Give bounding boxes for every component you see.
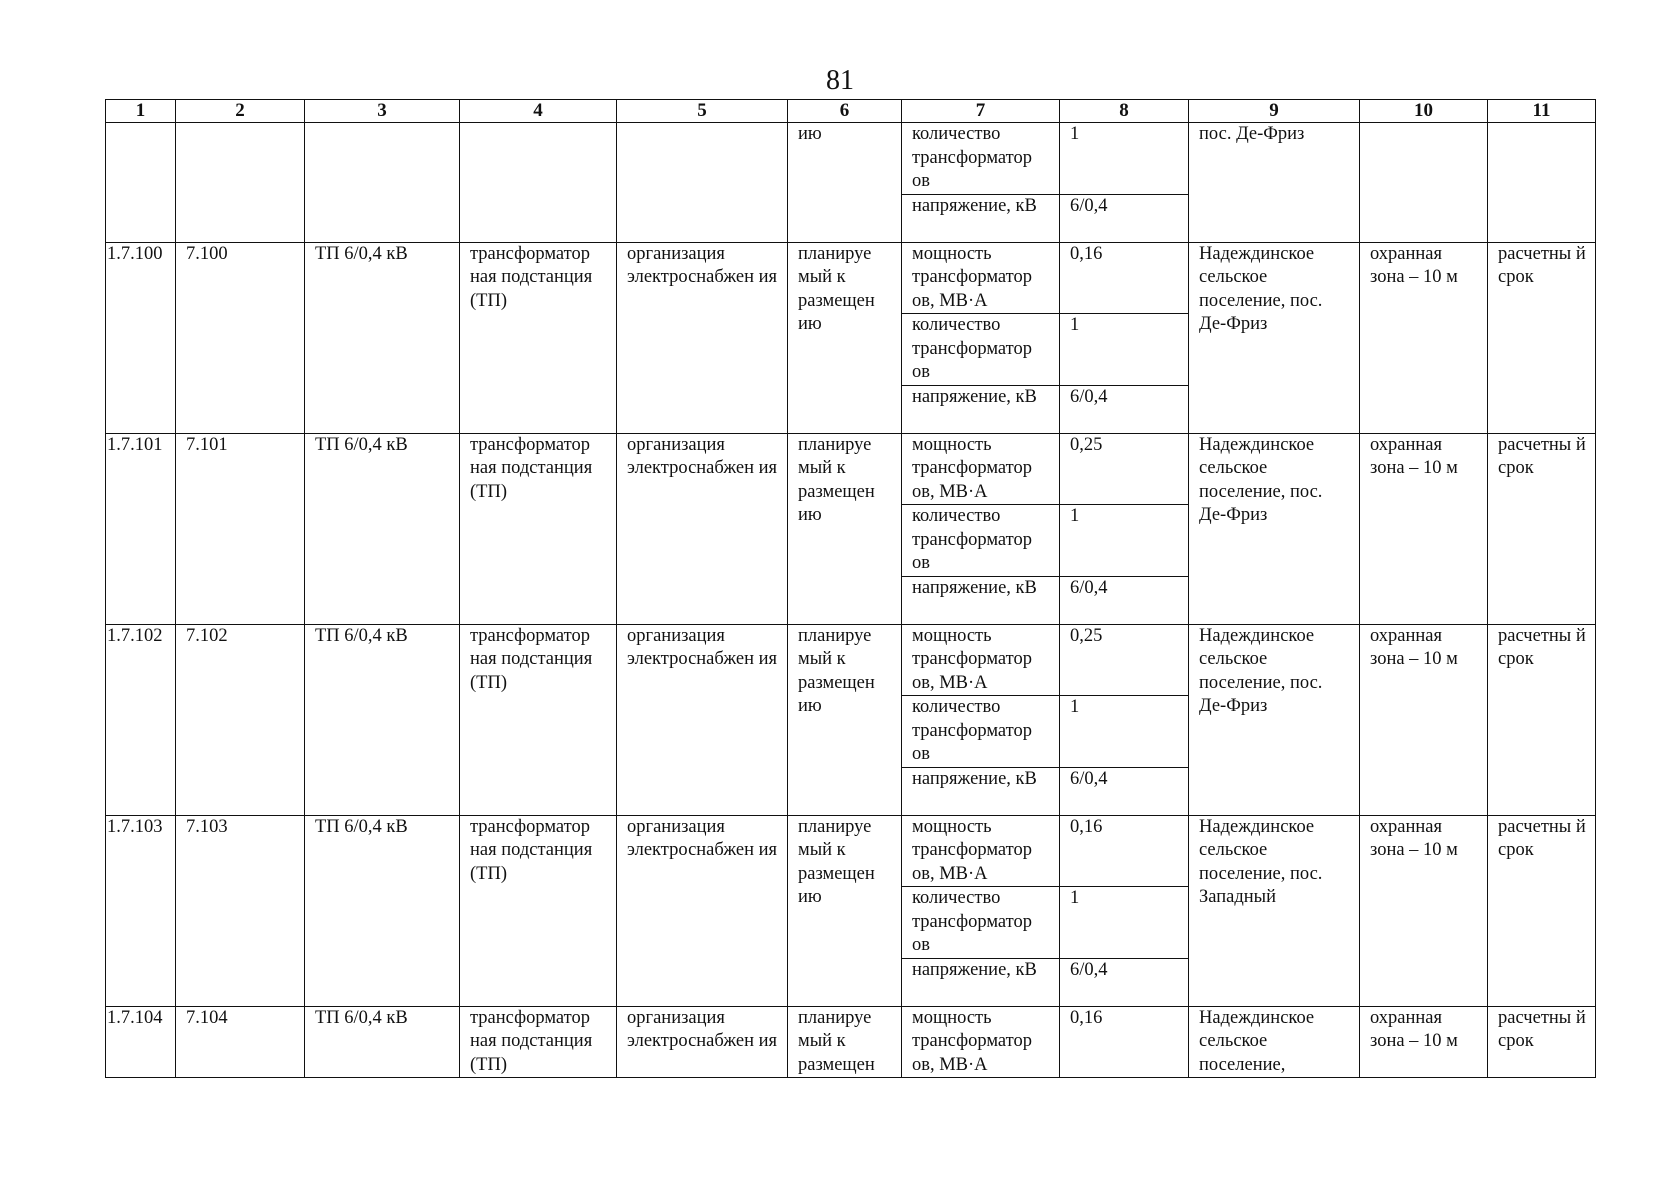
cell-zone: охранная зона – 10 м (1360, 815, 1488, 1006)
cell-num: 7.100 (176, 242, 305, 433)
cell-type: трансформатор ная подстанция (ТП) (460, 433, 617, 624)
cell-param-value: 0,16 (1060, 242, 1189, 314)
column-header: 8 (1060, 100, 1189, 123)
table-row (106, 815, 1596, 887)
cell-location: пос. Де-Фриз (1189, 123, 1360, 243)
table-row (106, 242, 1596, 314)
cell-id: 1.7.103 (106, 815, 176, 1006)
cell-type (460, 123, 617, 243)
cell-num: 7.101 (176, 433, 305, 624)
cell-zone: охранная зона – 10 м (1360, 433, 1488, 624)
cell-term: расчетны й срок (1488, 242, 1596, 433)
cell-param-name: мощность трансформатор ов, МВ·А (902, 242, 1060, 314)
column-header: 9 (1189, 100, 1360, 123)
header-row (106, 100, 1596, 123)
cell-location: Надеждинское сельское поселение, пос. Де-Фриз (1189, 624, 1360, 815)
cell-num: 7.102 (176, 624, 305, 815)
cell-num: 7.103 (176, 815, 305, 1006)
cell-param-name: напряжение, кВ (902, 194, 1060, 242)
cell-zone: охранная зона – 10 м (1360, 1006, 1488, 1078)
column-header: 2 (176, 100, 305, 123)
cell-name: ТП 6/0,4 кВ (305, 815, 460, 1006)
cell-type: трансформатор ная подстанция (ТП) (460, 242, 617, 433)
continuation-row (106, 123, 1596, 195)
cell-name: ТП 6/0,4 кВ (305, 624, 460, 815)
cell-name: ТП 6/0,4 кВ (305, 1006, 460, 1078)
cell-id (106, 123, 176, 243)
cell-zone: охранная зона – 10 м (1360, 624, 1488, 815)
column-header: 6 (788, 100, 902, 123)
cell-type: трансформатор ная подстанция (ТП) (460, 1006, 617, 1078)
cell-purpose: организация электроснабжен ия (617, 624, 788, 815)
cell-param-name: количество трансформатор ов (902, 696, 1060, 768)
cell-param-name: количество трансформатор ов (902, 887, 1060, 959)
cell-name (305, 123, 460, 243)
cell-purpose: организация электроснабжен ия (617, 815, 788, 1006)
cell-term: расчетны й срок (1488, 624, 1596, 815)
cell-param-value: 1 (1060, 696, 1189, 768)
cell-status: планируе мый к размещен ию (788, 815, 902, 1006)
cell-status: планируе мый к размещен (788, 1006, 902, 1078)
cell-param-value: 1 (1060, 887, 1189, 959)
cell-status: планируе мый к размещен ию (788, 624, 902, 815)
cell-purpose: организация электроснабжен ия (617, 1006, 788, 1078)
column-header: 3 (305, 100, 460, 123)
cell-location: Надеждинское сельское поселение, пос. Западный (1189, 815, 1360, 1006)
cell-name: ТП 6/0,4 кВ (305, 242, 460, 433)
cell-param-name: количество трансформатор ов (902, 123, 1060, 195)
cell-term: расчетны й срок (1488, 1006, 1596, 1078)
cell-type: трансформатор ная подстанция (ТП) (460, 815, 617, 1006)
column-header: 4 (460, 100, 617, 123)
cell-param-name: количество трансформатор ов (902, 314, 1060, 386)
cell-purpose: организация электроснабжен ия (617, 242, 788, 433)
cell-param-value: 6/0,4 (1060, 767, 1189, 815)
cell-id: 1.7.104 (106, 1006, 176, 1078)
cell-param-value: 1 (1060, 314, 1189, 386)
cell-param-name: мощность трансформатор ов, МВ·А (902, 1006, 1060, 1078)
column-header: 7 (902, 100, 1060, 123)
cell-name: ТП 6/0,4 кВ (305, 433, 460, 624)
cell-param-value: 0,16 (1060, 1006, 1189, 1078)
cell-purpose: организация электроснабжен ия (617, 433, 788, 624)
column-header: 11 (1488, 100, 1596, 123)
cell-term: расчетны й срок (1488, 815, 1596, 1006)
cell-param-value: 0,25 (1060, 433, 1189, 505)
cell-location: Надеждинское сельское поселение, пос. Де-Фриз (1189, 433, 1360, 624)
cell-param-value: 0,25 (1060, 624, 1189, 696)
cell-param-value: 0,16 (1060, 815, 1189, 887)
cell-status: планируе мый к размещен ию (788, 242, 902, 433)
cell-param-value: 6/0,4 (1060, 194, 1189, 242)
cell-param-name: мощность трансформатор ов, МВ·А (902, 624, 1060, 696)
cell-type: трансформатор ная подстанция (ТП) (460, 624, 617, 815)
cell-status: ию (788, 123, 902, 243)
cell-param-value: 6/0,4 (1060, 958, 1189, 1006)
cell-param-value: 6/0,4 (1060, 385, 1189, 433)
page-number: 81 (826, 65, 854, 96)
cell-zone: охранная зона – 10 м (1360, 242, 1488, 433)
cell-id: 1.7.102 (106, 624, 176, 815)
cell-param-name: напряжение, кВ (902, 958, 1060, 1006)
data-table (105, 99, 1596, 1078)
cell-param-name: мощность трансформатор ов, МВ·А (902, 433, 1060, 505)
cell-param-name: количество трансформатор ов (902, 505, 1060, 577)
cell-param-value: 6/0,4 (1060, 576, 1189, 624)
cell-purpose (617, 123, 788, 243)
cell-zone (1360, 123, 1488, 243)
cell-param-name: напряжение, кВ (902, 576, 1060, 624)
cell-location: Надеждинское сельское поселение, (1189, 1006, 1360, 1078)
column-header: 10 (1360, 100, 1488, 123)
cell-param-name: напряжение, кВ (902, 767, 1060, 815)
cell-id: 1.7.100 (106, 242, 176, 433)
column-header: 5 (617, 100, 788, 123)
table-row (106, 433, 1596, 505)
cell-param-value: 1 (1060, 123, 1189, 195)
cell-term (1488, 123, 1596, 243)
cell-param-value: 1 (1060, 505, 1189, 577)
cell-num: 7.104 (176, 1006, 305, 1078)
cell-location: Надеждинское сельское поселение, пос. Де-Фриз (1189, 242, 1360, 433)
table-row (106, 624, 1596, 696)
column-header: 1 (106, 100, 176, 123)
cell-status: планируе мый к размещен ию (788, 433, 902, 624)
cell-term: расчетны й срок (1488, 433, 1596, 624)
partial-row (106, 1006, 1596, 1078)
cell-param-name: мощность трансформатор ов, МВ·А (902, 815, 1060, 887)
cell-num (176, 123, 305, 243)
cell-param-name: напряжение, кВ (902, 385, 1060, 433)
cell-id: 1.7.101 (106, 433, 176, 624)
